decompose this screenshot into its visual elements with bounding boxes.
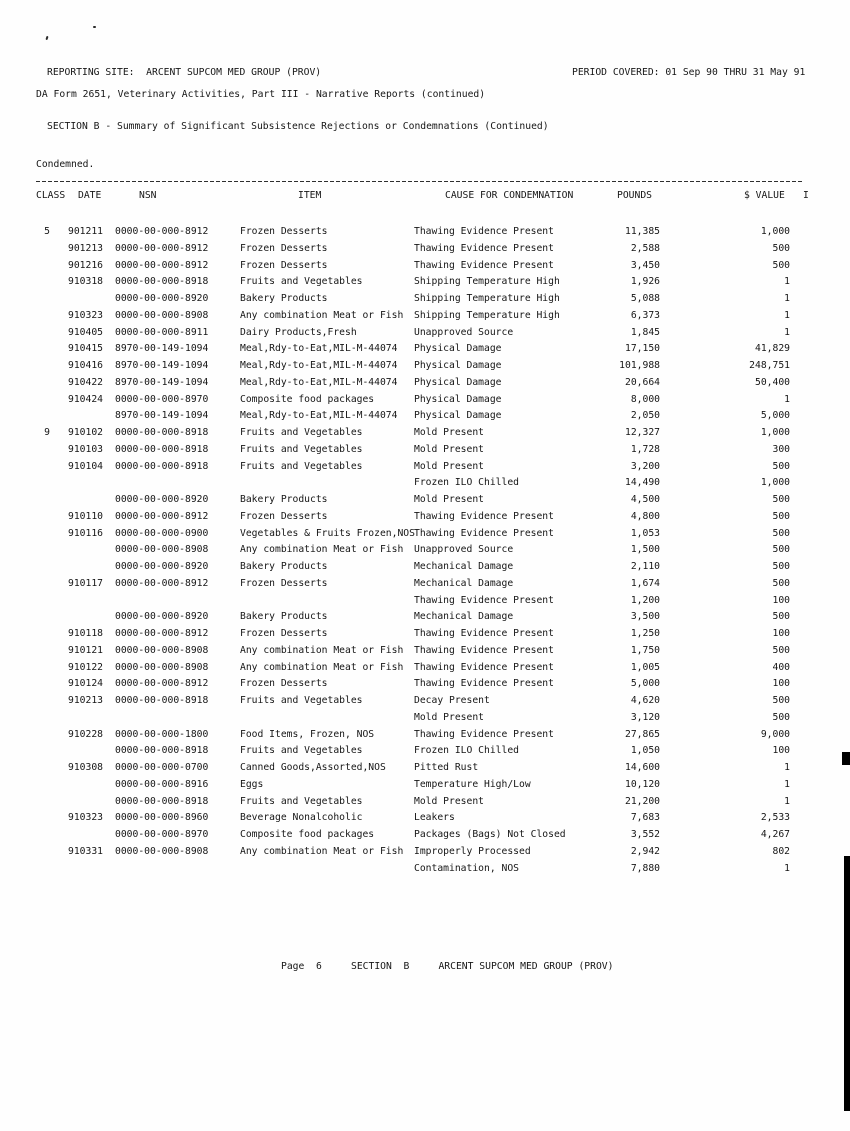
cell-pounds: 3,450 <box>630 259 660 271</box>
cell-cause: Mechanical Damage <box>414 577 514 589</box>
cell-nsn: 0000-00-000-8920 <box>115 611 209 623</box>
cell-item: Food Items, Frozen, NOS <box>240 728 375 740</box>
cell-cause: Physical Damage <box>414 410 502 422</box>
cell-value: 500 <box>772 510 790 522</box>
cell-value: 2,533 <box>760 812 790 824</box>
cell-value: 4,267 <box>760 829 790 840</box>
cell-nsn: 0000-00-000-8918 <box>115 795 209 807</box>
table-row <box>0 258 850 275</box>
cell-value: 500 <box>772 460 790 472</box>
table-row <box>0 626 850 643</box>
table-row <box>0 693 850 710</box>
table-row <box>0 392 850 409</box>
cell-date: 901216 <box>68 259 103 271</box>
cell-item: Vegetables & Fruits Frozen,NOS <box>240 527 415 539</box>
cell-cause: Improperly Processed <box>414 845 531 857</box>
table-row <box>0 325 850 342</box>
cell-item: Frozen Desserts <box>240 226 328 237</box>
cell-nsn: 0000-00-000-8918 <box>115 460 209 472</box>
cell-date: 910117 <box>68 577 103 589</box>
cell-pounds: 2,942 <box>630 845 660 857</box>
table-row <box>0 827 850 844</box>
cell-pounds: 27,865 <box>625 728 660 740</box>
cell-nsn: 8970-00-149-1094 <box>115 410 209 422</box>
cell-nsn: 0000-00-000-0900 <box>115 527 209 539</box>
cell-nsn: 0000-00-000-8912 <box>115 510 209 522</box>
cell-pounds: 1,750 <box>630 644 660 656</box>
cell-cause: Mold Present <box>414 443 484 455</box>
cell-item: Fruits and Vegetables <box>240 695 363 706</box>
cell-date: 910122 <box>68 661 103 673</box>
cell-item: Fruits and Vegetables <box>240 795 363 807</box>
cell-date: 910102 <box>68 427 103 438</box>
cell-value: 500 <box>772 544 790 556</box>
form-title-line: DA Form 2651, Veterinary Activities, Part III - Narrative Reports (continued) <box>36 89 486 100</box>
cell-date: 910331 <box>68 845 103 857</box>
cell-pounds: 6,373 <box>630 309 660 321</box>
cell-cause: Thawing Evidence Present <box>414 644 554 656</box>
cell-value: 1 <box>784 309 790 321</box>
cell-value: 41,829 <box>755 343 790 355</box>
table-row <box>0 676 850 693</box>
cell-item: Meal,Rdy-to-Eat,MIL-M-44074 <box>240 410 398 422</box>
condemned-label: Condemned. <box>36 159 95 170</box>
cell-cause: Physical Damage <box>414 376 502 388</box>
cell-cause: Thawing Evidence Present <box>414 728 554 740</box>
cell-cause: Shipping Temperature High <box>414 293 560 304</box>
cell-item: Frozen Desserts <box>240 242 328 254</box>
cell-item: Any combination Meat or Fish <box>240 644 404 656</box>
cell-nsn: 0000-00-000-8912 <box>115 577 209 589</box>
cell-item: Meal,Rdy-to-Eat,MIL-M-44074 <box>240 376 398 388</box>
cell-item: Fruits and Vegetables <box>240 745 363 757</box>
cell-pounds: 10,120 <box>625 778 660 790</box>
cell-item: Bakery Products <box>240 494 328 505</box>
cell-date: 910213 <box>68 695 103 706</box>
cell-date: 910422 <box>68 376 103 388</box>
cell-nsn: 0000-00-000-8970 <box>115 829 209 840</box>
cell-class: 5 <box>44 226 50 237</box>
cell-cause: Mold Present <box>414 494 484 505</box>
cell-pounds: 1,728 <box>630 443 660 455</box>
cell-pounds: 3,120 <box>630 711 660 723</box>
cell-date: 910118 <box>68 628 103 639</box>
scan-artifact <box>93 26 96 28</box>
cell-nsn: 0000-00-000-8912 <box>115 678 209 690</box>
column-header-class: CLASS <box>36 190 66 201</box>
cell-value: 1 <box>784 393 790 405</box>
cell-value: 1,000 <box>760 427 790 438</box>
cell-nsn: 0000-00-000-8920 <box>115 561 209 572</box>
cell-nsn: 0000-00-000-8920 <box>115 494 209 505</box>
cell-item: Canned Goods,Assorted,NOS <box>240 762 386 773</box>
cell-nsn: 8970-00-149-1094 <box>115 376 209 388</box>
cell-pounds: 1,500 <box>630 544 660 556</box>
cell-date: 910416 <box>68 360 103 371</box>
cell-pounds: 1,200 <box>630 594 660 606</box>
cell-item: Any combination Meat or Fish <box>240 661 404 673</box>
table-row <box>0 509 850 526</box>
cell-nsn: 8970-00-149-1094 <box>115 343 209 355</box>
cell-value: 500 <box>772 695 790 706</box>
cell-pounds: 17,150 <box>625 343 660 355</box>
table-header-row <box>0 190 850 204</box>
cell-date: 910116 <box>68 527 103 539</box>
cell-value: 500 <box>772 561 790 572</box>
cell-value: 1,000 <box>760 226 790 237</box>
cell-cause: Decay Present <box>414 695 490 706</box>
cell-date: 901211 <box>68 226 103 237</box>
cell-pounds: 14,490 <box>625 477 660 489</box>
cell-nsn: 0000-00-000-0700 <box>115 762 209 773</box>
cell-date: 910110 <box>68 510 103 522</box>
table-row <box>0 341 850 358</box>
cell-date: 910104 <box>68 460 103 472</box>
cell-value: 500 <box>772 259 790 271</box>
cell-item: Bakery Products <box>240 561 328 572</box>
cell-item: Meal,Rdy-to-Eat,MIL-M-44074 <box>240 343 398 355</box>
cell-pounds: 21,200 <box>625 795 660 807</box>
cell-pounds: 4,800 <box>630 510 660 522</box>
table-row <box>0 760 850 777</box>
cell-value: 100 <box>772 745 790 757</box>
cell-nsn: 0000-00-000-8912 <box>115 259 209 271</box>
cell-item: Frozen Desserts <box>240 678 328 690</box>
cell-item: Any combination Meat or Fish <box>240 544 404 556</box>
table-row <box>0 442 850 459</box>
cell-nsn: 0000-00-000-8908 <box>115 661 209 673</box>
cell-nsn: 0000-00-000-8918 <box>115 745 209 757</box>
cell-pounds: 20,664 <box>625 376 660 388</box>
cell-class: 9 <box>44 427 50 438</box>
table-row <box>0 794 850 811</box>
cell-pounds: 3,200 <box>630 460 660 472</box>
cell-cause: Thawing Evidence Present <box>414 661 554 673</box>
section-title-line: SECTION B - Summary of Significant Subsistence Rejections or Condemnations (Continued) <box>47 121 549 132</box>
cell-pounds: 1,053 <box>630 527 660 539</box>
cell-pounds: 1,926 <box>630 276 660 288</box>
table-row <box>0 224 850 241</box>
cell-nsn: 0000-00-000-8918 <box>115 276 209 288</box>
cell-item: Frozen Desserts <box>240 510 328 522</box>
cell-value: 50,400 <box>755 376 790 388</box>
cell-item: Frozen Desserts <box>240 628 328 639</box>
cell-item: Bakery Products <box>240 293 328 304</box>
cell-value: 802 <box>772 845 790 857</box>
cell-value: 5,000 <box>760 410 790 422</box>
cell-item: Any combination Meat or Fish <box>240 845 404 857</box>
cell-nsn: 0000-00-000-8908 <box>115 544 209 556</box>
cell-nsn: 0000-00-000-8918 <box>115 695 209 706</box>
cell-value: 1,000 <box>760 477 790 489</box>
cell-pounds: 4,620 <box>630 695 660 706</box>
cell-date: 910323 <box>68 309 103 321</box>
table-row <box>0 609 850 626</box>
cell-pounds: 101,988 <box>619 360 660 371</box>
column-header-pounds: POUNDS <box>617 190 652 201</box>
cell-pounds: 1,050 <box>630 745 660 757</box>
column-header-cause: CAUSE FOR CONDEMNATION <box>445 190 574 201</box>
cell-item: Composite food packages <box>240 829 375 840</box>
column-header-date: DATE <box>78 190 102 201</box>
table-row <box>0 526 850 543</box>
cell-date: 910415 <box>68 343 103 355</box>
divider-dashed-line <box>36 181 804 183</box>
cell-cause: Packages (Bags) Not Closed <box>414 829 566 840</box>
cell-nsn: 0000-00-000-8912 <box>115 242 209 254</box>
cell-item: Frozen Desserts <box>240 577 328 589</box>
table-row <box>0 425 850 442</box>
cell-value: 1 <box>784 762 790 773</box>
cell-cause: Thawing Evidence Present <box>414 242 554 254</box>
cell-cause: Temperature High/Low <box>414 778 531 790</box>
cell-pounds: 14,600 <box>625 762 660 773</box>
cell-date: 910405 <box>68 326 103 338</box>
table-row <box>0 492 850 509</box>
cell-date: 901213 <box>68 242 103 254</box>
table-row <box>0 542 850 559</box>
scan-artifact <box>45 36 48 40</box>
cell-nsn: 0000-00-000-8908 <box>115 644 209 656</box>
table-row <box>0 408 850 425</box>
cell-cause: Unapproved Source <box>414 326 514 338</box>
column-header-value: $ VALUE <box>744 190 785 201</box>
cell-pounds: 8,000 <box>630 393 660 405</box>
table-row <box>0 291 850 308</box>
cell-value: 1 <box>784 326 790 338</box>
cell-value: 1 <box>784 862 790 874</box>
cell-pounds: 1,845 <box>630 326 660 338</box>
cell-nsn: 0000-00-000-8920 <box>115 293 209 304</box>
cell-item: Beverage Nonalcoholic <box>240 812 363 824</box>
cell-cause: Mold Present <box>414 711 484 723</box>
table-row <box>0 727 850 744</box>
table-row <box>0 710 850 727</box>
cell-cause: Physical Damage <box>414 360 502 371</box>
cell-value: 500 <box>772 611 790 623</box>
cell-cause: Shipping Temperature High <box>414 276 560 288</box>
cell-pounds: 11,385 <box>625 226 660 237</box>
cell-cause: Thawing Evidence Present <box>414 628 554 639</box>
table-row <box>0 241 850 258</box>
cell-value: 300 <box>772 443 790 455</box>
cell-value: 1 <box>784 778 790 790</box>
column-header-i: I <box>803 190 809 201</box>
cell-value: 248,751 <box>749 360 790 371</box>
cell-pounds: 3,500 <box>630 611 660 623</box>
cell-nsn: 0000-00-000-8970 <box>115 393 209 405</box>
cell-nsn: 0000-00-000-8960 <box>115 812 209 824</box>
cell-pounds: 5,000 <box>630 678 660 690</box>
table-row <box>0 459 850 476</box>
cell-cause: Mold Present <box>414 427 484 438</box>
cell-date: 910308 <box>68 762 103 773</box>
cell-cause: Frozen ILO Chilled <box>414 477 519 489</box>
reporting-site-line: REPORTING SITE: ARCENT SUPCOM MED GROUP (PROV) <box>47 67 322 78</box>
cell-cause: Thawing Evidence Present <box>414 226 554 237</box>
cell-value: 100 <box>772 594 790 606</box>
cell-value: 500 <box>772 494 790 505</box>
cell-item: Bakery Products <box>240 611 328 623</box>
cell-pounds: 2,050 <box>630 410 660 422</box>
cell-cause: Leakers <box>414 812 455 824</box>
cell-value: 1 <box>784 276 790 288</box>
table-row <box>0 559 850 576</box>
cell-value: 100 <box>772 628 790 639</box>
cell-cause: Unapproved Source <box>414 544 514 556</box>
cell-cause: Frozen ILO Chilled <box>414 745 519 757</box>
cell-value: 500 <box>772 644 790 656</box>
table-row <box>0 743 850 760</box>
cell-cause: Contamination, NOS <box>414 862 519 874</box>
cell-nsn: 0000-00-000-1800 <box>115 728 209 740</box>
table-row <box>0 777 850 794</box>
cell-cause: Thawing Evidence Present <box>414 594 554 606</box>
cell-item: Fruits and Vegetables <box>240 460 363 472</box>
cell-item: Meal,Rdy-to-Eat,MIL-M-44074 <box>240 360 398 371</box>
table-body <box>0 224 850 877</box>
cell-cause: Thawing Evidence Present <box>414 527 554 539</box>
page-footer: Page 6 SECTION B ARCENT SUPCOM MED GROUP (PROV) <box>281 961 614 972</box>
cell-item: Eggs <box>240 778 264 790</box>
cell-item: Composite food packages <box>240 393 375 405</box>
cell-cause: Thawing Evidence Present <box>414 259 554 271</box>
cell-cause: Mechanical Damage <box>414 561 514 572</box>
cell-value: 400 <box>772 661 790 673</box>
cell-value: 500 <box>772 527 790 539</box>
cell-pounds: 5,088 <box>630 293 660 304</box>
cell-date: 910228 <box>68 728 103 740</box>
cell-cause: Physical Damage <box>414 393 502 405</box>
cell-cause: Pitted Rust <box>414 762 479 773</box>
cell-item: Dairy Products,Fresh <box>240 326 357 338</box>
table-row <box>0 308 850 325</box>
cell-cause: Thawing Evidence Present <box>414 678 554 690</box>
cell-nsn: 0000-00-000-8908 <box>115 309 209 321</box>
cell-pounds: 7,683 <box>630 812 660 824</box>
cell-pounds: 7,880 <box>630 862 660 874</box>
column-header-nsn: NSN <box>139 190 157 201</box>
cell-pounds: 4,500 <box>630 494 660 505</box>
table-row <box>0 593 850 610</box>
cell-pounds: 3,552 <box>630 829 660 840</box>
cell-date: 910124 <box>68 678 103 690</box>
table-row <box>0 475 850 492</box>
cell-nsn: 0000-00-000-8911 <box>115 326 209 338</box>
cell-item: Fruits and Vegetables <box>240 276 363 288</box>
cell-value: 1 <box>784 795 790 807</box>
column-header-item: ITEM <box>298 190 322 201</box>
cell-value: 500 <box>772 242 790 254</box>
table-row <box>0 660 850 677</box>
cell-pounds: 2,588 <box>630 242 660 254</box>
cell-value: 9,000 <box>760 728 790 740</box>
cell-date: 910323 <box>68 812 103 824</box>
cell-item: Any combination Meat or Fish <box>240 309 404 321</box>
cell-item: Fruits and Vegetables <box>240 427 363 438</box>
cell-cause: Mold Present <box>414 795 484 807</box>
cell-date: 910121 <box>68 644 103 656</box>
cell-pounds: 1,674 <box>630 577 660 589</box>
cell-nsn: 0000-00-000-8918 <box>115 427 209 438</box>
cell-value: 1 <box>784 293 790 304</box>
cell-cause: Mechanical Damage <box>414 611 514 623</box>
cell-nsn: 8970-00-149-1094 <box>115 360 209 371</box>
cell-date: 910318 <box>68 276 103 288</box>
cell-pounds: 1,005 <box>630 661 660 673</box>
cell-item: Fruits and Vegetables <box>240 443 363 455</box>
cell-nsn: 0000-00-000-8918 <box>115 443 209 455</box>
period-covered-line: PERIOD COVERED: 01 Sep 90 THRU 31 May 91 <box>572 67 806 78</box>
table-row <box>0 375 850 392</box>
cell-cause: Physical Damage <box>414 343 502 355</box>
table-row <box>0 810 850 827</box>
table-row <box>0 844 850 861</box>
cell-pounds: 2,110 <box>630 561 660 572</box>
scan-artifact <box>844 856 850 1111</box>
table-row <box>0 861 850 878</box>
scan-artifact <box>842 752 850 765</box>
cell-pounds: 12,327 <box>625 427 660 438</box>
cell-date: 910103 <box>68 443 103 455</box>
cell-nsn: 0000-00-000-8912 <box>115 226 209 237</box>
cell-cause: Shipping Temperature High <box>414 309 560 321</box>
cell-item: Frozen Desserts <box>240 259 328 271</box>
cell-nsn: 0000-00-000-8912 <box>115 628 209 639</box>
table-row <box>0 643 850 660</box>
cell-value: 100 <box>772 678 790 690</box>
table-row <box>0 576 850 593</box>
cell-pounds: 1,250 <box>630 628 660 639</box>
cell-nsn: 0000-00-000-8908 <box>115 845 209 857</box>
table-row <box>0 274 850 291</box>
table-row <box>0 358 850 375</box>
cell-value: 500 <box>772 577 790 589</box>
cell-cause: Mold Present <box>414 460 484 472</box>
cell-nsn: 0000-00-000-8916 <box>115 778 209 790</box>
cell-cause: Thawing Evidence Present <box>414 510 554 522</box>
cell-value: 500 <box>772 711 790 723</box>
cell-date: 910424 <box>68 393 103 405</box>
